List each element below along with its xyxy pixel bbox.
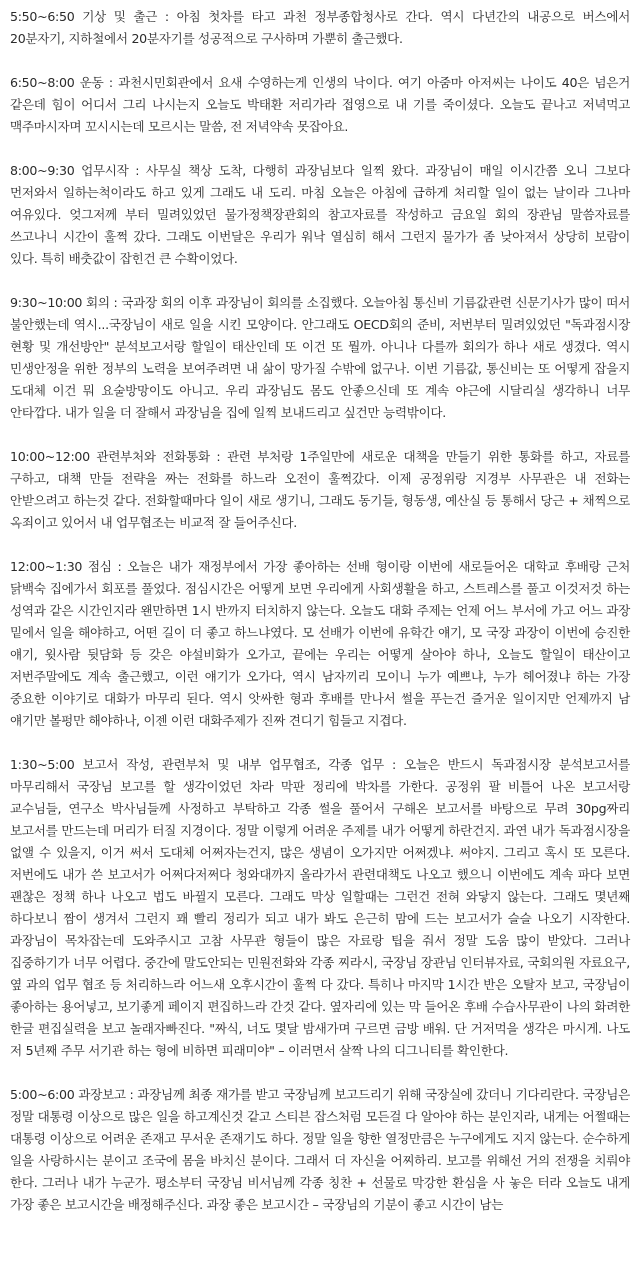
- paragraph-phone-calls: 10:00~12:00 관련부처와 전화통화 : 관련 부처랑 1주일만에 새로운 대책을 만들기 위한 통화를 하고, 자료를 구하고, 대책 만들 전략을 짜는 전화를 하느라 오전이 훌쩍갔다. 이제 공정위랑 지경부 사무관은 내 전화는 안받으려고 하는것 같다. 전화할때마다 일이 새로 생기니, 그래도 동기들, 형동생, 예산실 등 통해서 당근 + 채찍으로 옥죄이고 있어서 내 업무협조는 비교적 잘 들어주신다.: [10, 449, 630, 530]
- paragraph-work-start: 8:00~9:30 업무시작 : 사무실 책상 도착, 다행히 과장님보다 일찍 왔다. 과장님이 매일 이시간쯤 오니 그보다 먼저와서 일하는척이라도 하고 있게 그래도 내 도리. 마침 오늘은 아침에 급하게 처리할 일이 없는 날이라 그나마 여유있다. 엊그저께 부터 밀려있었던 물가정책장관회의 참고자료를 작성하고 금요일 회의 장관님 말씀자료를 쓰고나니 시간이 훌쩍 갔다. 그래도 이번달은 우리가 워낙 열심히 해서 그런지 물가가 좀 낮아져서 상당히 보람이 있다. 특히 배춧값이 잡힌건 큰 수확이었다.: [10, 163, 630, 266]
- paragraph-wakeup: 5:50~6:50 기상 및 출근 : 아침 첫차를 타고 과천 정부종합청사로 간다. 역시 다년간의 내공으로 버스에서 20분자기, 지하철에서 20분자기를 성공적으로 구사하며 가뿐히 출근했다.: [10, 9, 630, 46]
- paragraph-report-writing: 1:30~5:00 보고서 작성, 관련부처 및 내부 업무협조, 각종 업무 : 오늘은 반드시 독과점시장 분석보고서를 마무리해서 국장님 보고를 할 생각이었던 차라 막판 정리에 박차를 가한다. 공정위 팔 비틀어 나온 보고서랑 교수님들, 연구소 박사님들께 사정하고 부탁하고 각종 썰을 풀어서 구해온 보고서를 바탕으로 무려 30pg짜리 보고서를 만드는데 머리가 터질 지경이다. 정말 이렇게 어려운 주제를 내가 어떻게 하란건지. 과연 내가 독과점시장을 없앨 수 있을지, 이거 써서 도대체 어쩌자는건지, 많은 생념이 오가지만 어쩌겠냐. 써야지. 그리고 혹시 또 모른다. 저번에도 내가 쓴 보고서가 어쩌다저쩌다 청와대까지 올라가서 관련대책도 나오고 했으니 이번에도 계속 파다 보면 괜찮은 정책 하나 나오고 법도 바뀔지 모른다. 그래도 막상 일할때는 그런건 전혀 와닿지 않는다. 그래도 몇년째 하다보니 짬이 생겨서 그런지 꽤 빨리 정리가 되고 내가 봐도 은근히 맘에 드는 보고서가 슬슬 나오기 시작한다. 과장님이 목차잡는데 도와주시고 고참 사무관 형들이 많은 자료랑 팁을 줘서 정말 도움 많이 받았다. 그러나 집중하기가 너무 어렵다. 중간에 말도안되는 민원전화와 각종 찌라시, 국장님 장관님 인터뷰자료, 국회의원 자료요구, 옆 과의 업무 협조 등 처리하느라 어느새 오후시간이 훌쩍 다 갔다. 특히나 마지막 1시간 반은 오탈자 보고, 국장님이 좋아하는 용어넣고, 보기좋게 페이지 편집하느라 간것 같다. 옆자리에 있는 막 들어온 후배 수습사무관이 나의 화려한 한글 편집실력을 보고 놀래자빠진다. "짜식, 너도 몇달 밤새가며 구르면 금방 배워. 단 거저먹을 생각은 마시게. 나도 저 5년째 주무 서기관 하는 형에 비하면 피래미야" – 이러면서 살짝 나의 디그니티를 확인한다.: [10, 757, 630, 1058]
- paragraph-director-report: 5:00~6:00 과장보고 : 과장님께 최종 재가를 받고 국장님께 보고드리기 위해 국장실에 갔더니 기다리란다. 국장님은 정말 대통령 이상으로 많은 일을 하고계신것 같고 스티븐 잡스처럼 모든걸 다 알아야 하는 분인지라, 내게는 어쩔때는 대통령 이상으로 어려운 존재고 무서운 존재기도 하다. 정말 일을 향한 열정만큼은 누구에게도 지지 않는다. 순수하게 일을 사랑하시는 분이고 조국에 몸을 바치신 분이다. 그래서 더 자신을 어찌하리. 보고를 위해선 거의 전쟁을 치뤄야 한다. 그러나 내가 누군가. 평소부터 국장님 비서님께 각종 칭찬 + 선물로 막강한 환심을 사 놓은 터라 오늘도 내게 가장 좋은 보고시간을 배정해주신다. 과장 좋은 보고시간 – 국장님의 기분이 좋고 시간이 남는: [10, 1087, 630, 1212]
- paragraph-exercise: 6:50~8:00 운동 : 과천시민회관에서 요새 수영하는게 인생의 낙이다. 여기 아줌마 아저씨는 나이도 40은 넘은거 같은데 힘이 어디서 그리 나시는지 오늘도 박태환 저리가라 접영으로 내 기를 죽이셨다. 오늘도 끝나고 저녁먹고 맥주마시자며 꼬시시는데 모르시는 말씀, 전 저녁약속 못잡아요.: [10, 75, 630, 134]
- paragraph-meeting: 9:30~10:00 회의 : 국과장 회의 이후 과장님이 회의를 소집했다. 오늘아침 통신비 기름값관련 신문기사가 많이 떠서 불안했는데 역시...국장님이 새로 일을 시킨 모양이다. 안그래도 OECD회의 준비, 저번부터 밀려있었던 "독과점시장 현황 및 개선방안" 분석보고서랑 할일이 태산인데 또 이건 또 뭘까. 아니나 다를까 회의가 하나 새로 생겼다. 역시 민생안정을 위한 정부의 노력을 보여주려면 내 삶이 망가질 수밖에 없구나. 이번 기름값, 통신비는 또 어떻게 잡을지 도대체 이건 뭐 요술방망이도 아니고. 우리 과장님도 몸도 안좋으신데 또 계속 야근에 시달리실 생각하니 너무 안타깝다. 내가 일을 더 잘해서 과장님을 집에 일찍 보내드리고 싶건만 능력밖이다.: [10, 295, 630, 420]
- paragraph-lunch: 12:00~1:30 점심 : 오늘은 내가 재정부에서 가장 좋아하는 선배 형이랑 이번에 새로들어온 대학교 후배랑 근처 닭백숙 집에가서 회포를 풀었다. 점심시간은 어떻게 보면 우리에게 사회생활을 하고, 스트레스를 풀고 이것저것 하는 성역과 같은 시간인지라 왠만하면 1시 반까지 터치하지 않는다. 오늘도 대화 주제는 언제 어느 부서에 가고 어느 과장 밑에서 일을 해야하고, 어떤 길이 더 좋고 하느냐였다. 모 선배가 이번에 유학간 얘기, 모 국장 과장이 이번에 승진한 얘기, 윗사람 뒷담화 등 갖은 야설비화가 오가고, 끝에는 우리는 어떻게 살아야 하나, 오늘도 할일이 태산이고 저번주말에도 계속 출근했고, 이런 얘기가 오가다, 역시 남자끼리 모이니 누가 예쁘냐, 누가 헤어졌냐 하는 가장 중요한 이야기로 대화가 마무리 된다. 역시 앗싸한 형과 후배를 만나서 썰을 푸는건 즐거운 일이지만 언제까지 남 얘기만 볼펑만 해야하나, 이젠 이런 대화주제가 진짜 견디기 힘들고 지겹다.: [10, 559, 630, 728]
